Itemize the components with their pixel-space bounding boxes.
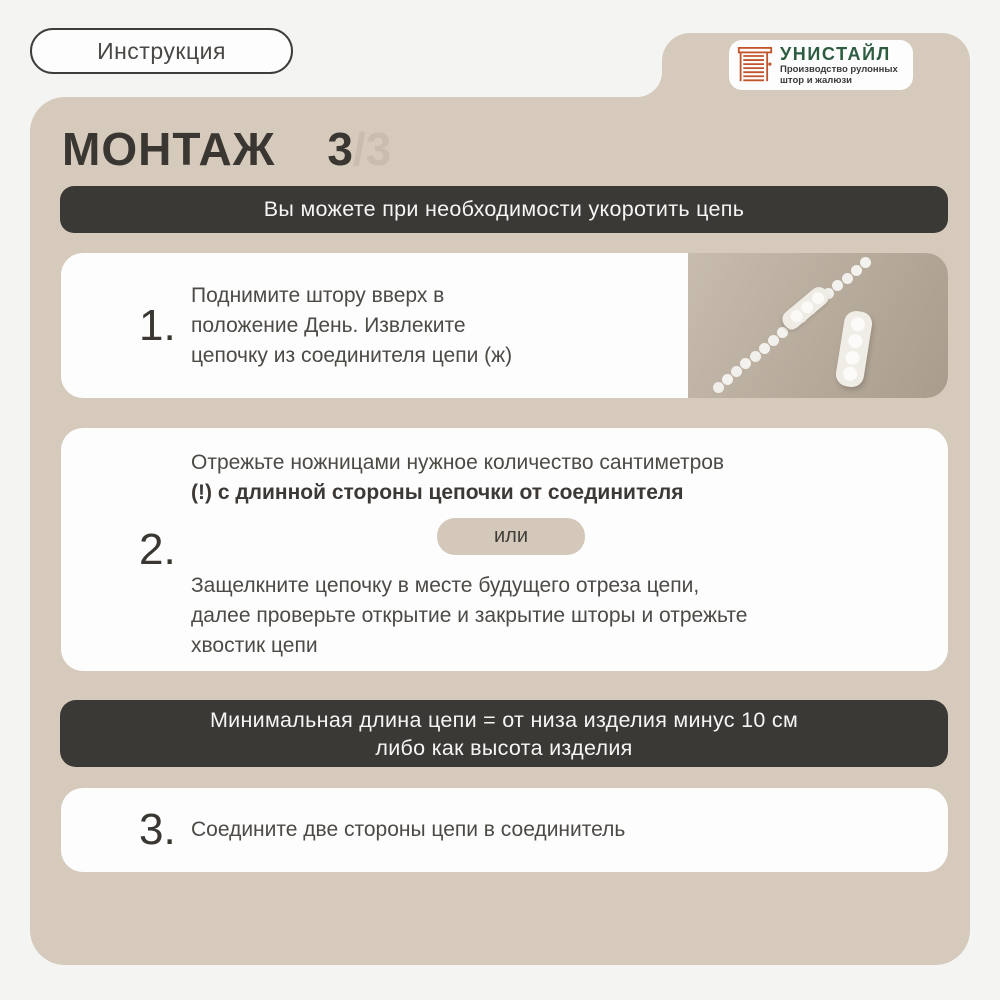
page-total: 3 [365,123,392,175]
step-3-card [61,788,948,872]
step-2-option-a-bold: (!) с длинной стороны цепочки от соединителя [191,481,684,504]
banner-min-length [60,700,948,767]
step-2-option-b-line-2: далее проверьте открытие и закрытие шторы и отрежьте [191,604,748,627]
banner-min-length-line-2: либо как высота изделия [375,735,633,760]
page-title: МОНТАЖ [62,123,276,175]
step-3-text: Соедините две стороны цепи в соединитель [191,818,626,841]
banner-min-length-line-1: Минимальная длина цепи = от низа изделия минус 10 см [209,707,799,732]
step-2-content [191,448,831,661]
step-2-option-b-line-3: хвостик цепи [191,634,318,657]
chain-connector-on-chain [779,283,833,332]
banner-shorten-chain [60,186,948,233]
chain-beads [860,257,871,268]
page-separator: / [352,123,366,175]
logo-tagline-line1: Производство рулонных [780,63,898,75]
instruction-badge [30,28,293,74]
step-1-line-2: положение День. Извлеките [191,314,466,337]
step-1-text [191,281,611,371]
step-1-line-1: Поднимите штору вверх в [191,284,445,307]
step-2-card [61,428,948,671]
logo-text [780,45,898,86]
page-counter [327,122,391,176]
or-pill [437,518,585,555]
step-1-line-3: цепочку из соединителя цепи (ж) [191,344,513,367]
step-2-number: 2. [139,524,176,574]
or-pill-label: или [493,525,528,547]
title-row [62,122,391,176]
step-2-option-b [191,571,831,661]
step-1-card [61,253,948,398]
step-2-option-a-regular: Отрежьте ножницами нужное количество сантиметров [191,451,725,474]
chain-photo [688,253,948,398]
step-3-number: 3. [139,805,176,854]
brand-logo [729,40,913,90]
banner-shorten-chain-text: Вы можете при необходимости укоротить цепь [263,197,745,221]
instruction-badge-label: Инструкция [97,37,226,64]
blinds-icon [737,46,773,84]
logo-tagline-line2: штор и жалюзи [780,74,853,86]
page-current: 3 [327,123,353,175]
step-2-option-b-line-1: Защелкните цепочку в месте будущего отреза цепи, [191,574,700,597]
logo-name: УНИСТАЙЛ [780,43,891,64]
step-1-number: 1. [139,300,176,350]
chain-connector-loose [834,309,874,388]
